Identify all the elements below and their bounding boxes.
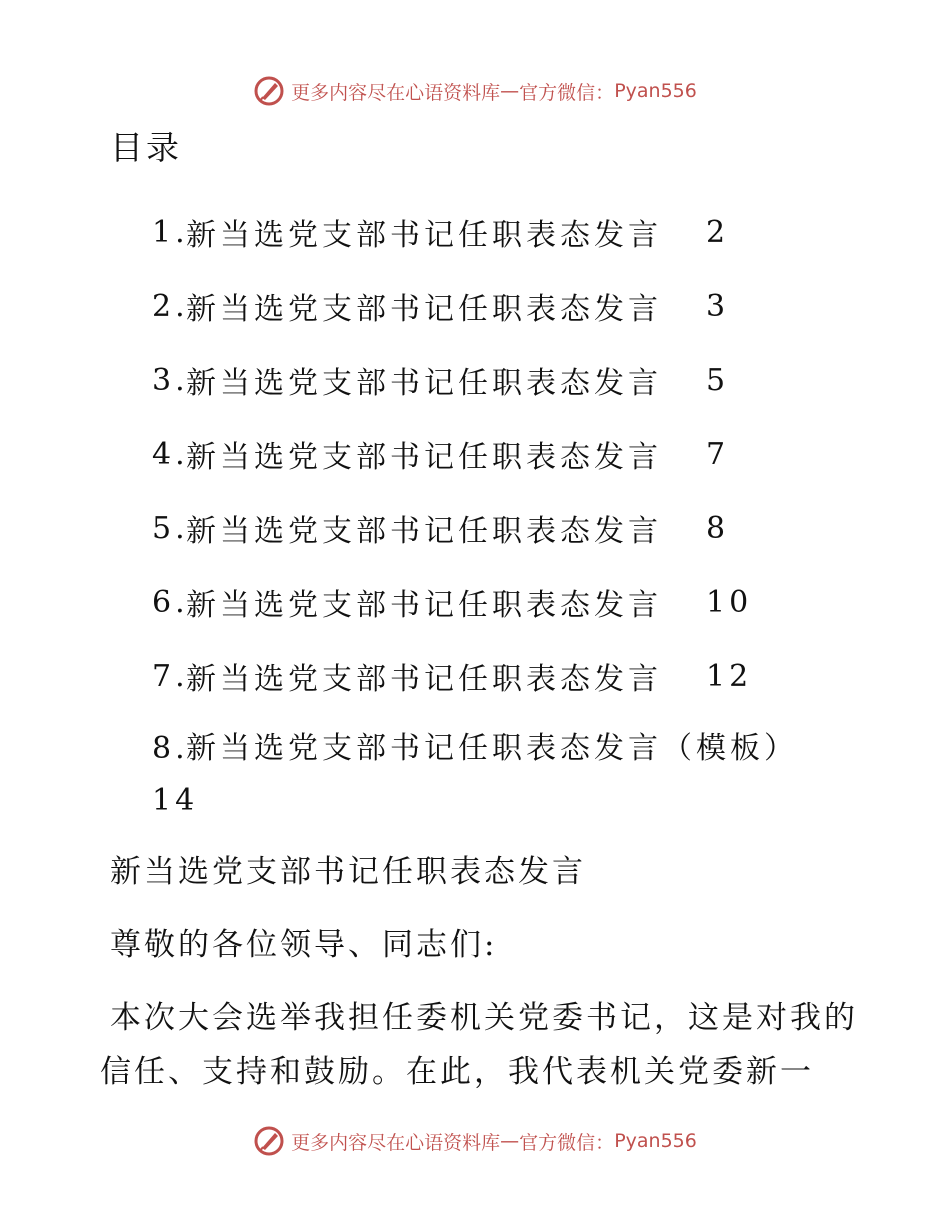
article-heading: 新当选党支部书记任职表态发言 bbox=[110, 854, 586, 890]
watermark-dash: — bbox=[500, 1130, 520, 1152]
watermark-account: Pyan556 bbox=[614, 1130, 697, 1152]
toc-item[interactable] bbox=[152, 417, 872, 491]
toc-item-label: 新当选党支部书记任职表态发言 bbox=[186, 218, 662, 253]
watermark-prefix: 更多内容尽在 bbox=[291, 1131, 406, 1154]
toc-item-number: 6. bbox=[152, 584, 189, 620]
toc-item[interactable] bbox=[152, 269, 872, 343]
watermark-prefix: 更多内容尽在 bbox=[291, 81, 406, 104]
quill-logo-icon bbox=[253, 75, 285, 107]
watermark-site: 心语资料库 bbox=[405, 81, 501, 104]
toc-item[interactable] bbox=[152, 565, 872, 639]
toc-item-page: 5 bbox=[706, 362, 730, 398]
toc-item[interactable] bbox=[152, 491, 872, 565]
toc-item[interactable] bbox=[152, 713, 872, 853]
toc-item-page: 2 bbox=[706, 214, 730, 250]
toc-item-page: 3 bbox=[706, 288, 730, 324]
toc-title: 目录 bbox=[110, 128, 182, 167]
article-body bbox=[100, 845, 860, 1099]
article-greeting: 尊敬的各位领导、同志们: bbox=[110, 927, 498, 963]
watermark-wechat-label: 官方微信： bbox=[519, 1131, 615, 1154]
article-paragraph: 本次大会选举我担任委机关党委书记，这是对我的信任、支持和鼓励。在此，我代表机关党委新一 bbox=[100, 1000, 858, 1090]
toc-item-number: 1. bbox=[152, 214, 189, 250]
watermark-wechat-label: 官方微信： bbox=[519, 81, 615, 104]
toc-item-page: 12 bbox=[706, 658, 753, 694]
toc-item-label: 新当选党支部书记任职表态发言 bbox=[186, 514, 662, 549]
table-of-contents bbox=[152, 195, 872, 853]
toc-item-label: 新当选党支部书记任职表态发言 bbox=[186, 366, 662, 401]
toc-item-number: 4. bbox=[152, 436, 189, 472]
toc-item-number: 7. bbox=[152, 658, 189, 694]
toc-item-page: 10 bbox=[706, 584, 753, 620]
toc-item-number: 3. bbox=[152, 362, 189, 398]
toc-item-number: 8. bbox=[152, 731, 189, 766]
toc-item-label: 新当选党支部书记任职表态发言 bbox=[186, 588, 662, 623]
toc-item-number: 2. bbox=[152, 288, 189, 324]
toc-item-label: 新当选党支部书记任职表态发言 bbox=[186, 662, 662, 697]
toc-item[interactable] bbox=[152, 343, 872, 417]
toc-item[interactable] bbox=[152, 195, 872, 269]
toc-item-page: 7 bbox=[706, 436, 730, 472]
toc-item-page: 8 bbox=[706, 510, 730, 546]
toc-item-label: 新当选党支部书记任职表态发言 bbox=[186, 292, 662, 327]
toc-item-number: 5. bbox=[152, 510, 189, 546]
toc-item-label: 新当选党支部书记任职表态发言（模板） bbox=[186, 731, 798, 766]
watermark-account: Pyan556 bbox=[614, 80, 697, 102]
watermark-footer bbox=[0, 1121, 950, 1161]
toc-item[interactable] bbox=[152, 639, 872, 713]
toc-item-label: 新当选党支部书记任职表态发言 bbox=[186, 440, 662, 475]
watermark-dash: — bbox=[500, 80, 520, 102]
quill-logo-icon bbox=[253, 1125, 285, 1157]
toc-item-page: 14 bbox=[152, 783, 199, 818]
watermark-header bbox=[0, 71, 950, 111]
watermark-site: 心语资料库 bbox=[405, 1131, 501, 1154]
